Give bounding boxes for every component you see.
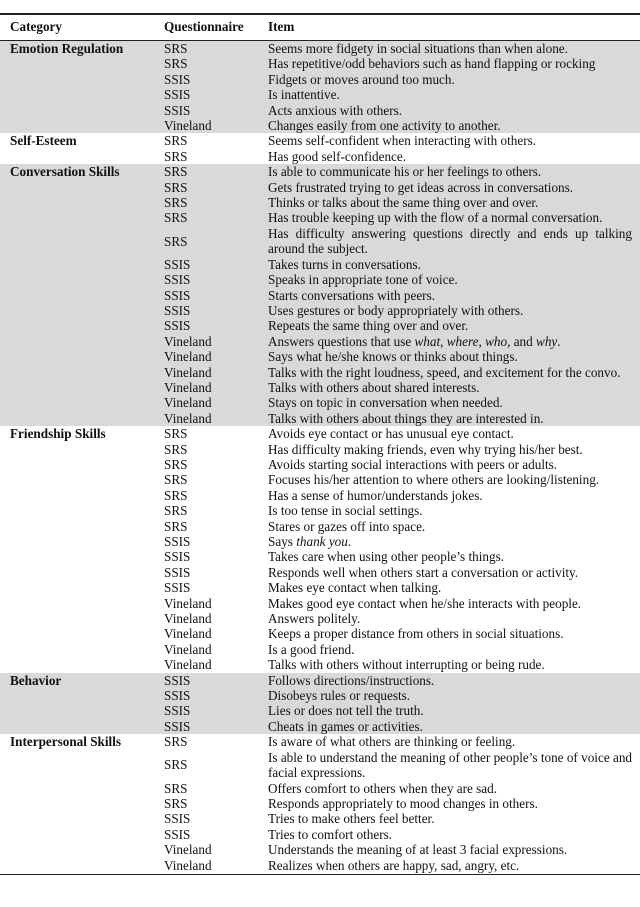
questionnaire-cell: SSIS (164, 826, 191, 842)
item-cell: Is inattentive. (268, 87, 640, 102)
questionnaire-items-table (0, 16, 640, 873)
table-row (0, 842, 640, 857)
questionnaire-cell: SRS (164, 503, 188, 519)
questionnaire-cell: SSIS (164, 703, 268, 718)
item-cell: Seems more fidgety in social situations than when alone. (268, 41, 640, 57)
category-cell (0, 472, 164, 487)
table-row (0, 395, 640, 410)
header-questionnaire: Questionnaire (164, 16, 268, 41)
item-cell: Seems self-confident when interacting with others. (268, 133, 537, 149)
item-cell: Stares or gazes off into space. (268, 518, 426, 534)
table-row (0, 72, 640, 87)
questionnaire-cell: SSIS (164, 272, 268, 287)
table-row (0, 164, 640, 179)
category-cell (0, 210, 164, 225)
table-row (0, 195, 640, 210)
category-label: Interpersonal Skills (10, 734, 122, 750)
table-row (0, 719, 640, 734)
category-cell (0, 688, 164, 703)
header-category: Category (0, 16, 164, 41)
category-cell (0, 596, 164, 611)
category-cell (0, 703, 164, 718)
questionnaire-cell: SSIS (164, 87, 268, 102)
table-row (0, 781, 640, 796)
item-cell: Is too tense in social settings. (268, 503, 423, 519)
item-cell: Is able to understand the meaning of other people’s tone of voice and facial expressions. (268, 749, 633, 781)
questionnaire-cell: SRS (164, 226, 268, 257)
questionnaire-cell: SRS (164, 757, 188, 773)
item-cell: Tries to make others feel better. (268, 811, 435, 827)
table-row (0, 488, 640, 503)
item-cell: Disobeys rules or requests. (268, 688, 640, 703)
item-cell: Offers comfort to others when they are sad. (268, 780, 497, 796)
item-cell: Responds appropriately to mood changes in others. (268, 795, 538, 811)
item-cell: Makes good eye contact when he/she interacts with people. (268, 595, 582, 611)
questionnaire-cell: SRS (164, 426, 188, 442)
table-row (0, 472, 640, 487)
item-cell: Is a good friend. (268, 641, 355, 657)
questionnaire-cell: Vineland (164, 334, 268, 349)
table-row (0, 503, 640, 518)
category-cell (0, 334, 164, 349)
table-row (0, 318, 640, 333)
questionnaire-cell: SRS (164, 472, 188, 488)
category-cell (0, 149, 164, 164)
questionnaire-cell: SRS (164, 56, 268, 71)
category-cell (0, 642, 164, 657)
category-cell (0, 318, 164, 333)
questionnaire-cell: Vineland (164, 641, 212, 657)
category-cell (0, 519, 164, 534)
questionnaire-cell: SRS (164, 41, 268, 57)
questionnaire-cell: SSIS (164, 534, 191, 549)
item-cell: Uses gestures or body appropriately with others. (268, 303, 640, 318)
table-row (0, 41, 640, 57)
table-row (0, 56, 640, 71)
category-cell (0, 72, 164, 87)
table-row (0, 688, 640, 703)
table-row (0, 210, 640, 225)
item-cell: Changes easily from one activity to another. (268, 118, 640, 133)
category-cell (0, 796, 164, 811)
table-row (0, 349, 640, 364)
item-cell: Is aware of what others are thinking or feeling. (268, 734, 516, 750)
table-row (0, 380, 640, 395)
category-cell (0, 118, 164, 133)
item-cell: Has difficulty answering questions directly and ends up talking around the subject. (268, 226, 640, 257)
table-row (0, 611, 640, 626)
item-cell: Has a sense of humor/understands jokes. (268, 487, 483, 503)
questionnaire-cell: SRS (164, 441, 188, 457)
table-row (0, 657, 640, 672)
item-cell: Responds well when others start a conversation or activity. (268, 564, 579, 580)
item-cell: Understands the meaning of at least 3 facial expressions. (268, 842, 568, 858)
questionnaire-cell: SSIS (164, 580, 191, 596)
questionnaire-cell: SRS (164, 518, 188, 534)
questionnaire-cell: SRS (164, 487, 188, 503)
item-cell: Lies or does not tell the truth. (268, 703, 640, 718)
table-row (0, 858, 640, 873)
table-row (0, 365, 640, 380)
questionnaire-cell: SSIS (164, 673, 268, 688)
table-row (0, 811, 640, 826)
item-cell: Answers questions that use what, where, who, and why. (268, 334, 640, 349)
category-cell (0, 457, 164, 472)
questionnaire-cell: SRS (164, 734, 188, 750)
table-row (0, 796, 640, 811)
table-row (0, 534, 640, 549)
item-cell: Takes care when using other people’s things. (268, 549, 505, 565)
table-row (0, 519, 640, 534)
item-cell: Realizes when others are happy, sad, angry, etc. (268, 857, 520, 873)
questionnaire-cell: SSIS (164, 811, 191, 827)
item-cell: Answers politely. (268, 611, 361, 627)
table-row (0, 257, 640, 272)
questionnaire-cell: SSIS (164, 288, 268, 303)
category-cell (0, 580, 164, 595)
category-cell (0, 549, 164, 564)
item-cell: Talks with others about shared interests. (268, 380, 640, 395)
category-label: Emotion Regulation (0, 41, 164, 57)
category-cell (0, 626, 164, 641)
category-cell (0, 288, 164, 303)
questionnaire-cell: Vineland (164, 611, 212, 627)
category-cell (0, 395, 164, 410)
item-cell: Gets frustrated trying to get ideas across in conversations. (268, 180, 640, 195)
item-cell: Cheats in games or activities. (268, 719, 640, 734)
category-cell (0, 195, 164, 210)
questionnaire-cell: Vineland (164, 842, 212, 858)
questionnaire-cell: Vineland (164, 411, 268, 426)
questionnaire-cell: SRS (164, 795, 188, 811)
category-cell (0, 380, 164, 395)
category-label: Self-Esteem (10, 133, 77, 149)
category-cell (0, 781, 164, 796)
table-row (0, 180, 640, 195)
category-cell (0, 842, 164, 857)
questionnaire-cell: SRS (164, 780, 188, 796)
item-cell: Says thank you. (268, 534, 352, 549)
item-cell: Has trouble keeping up with the flow of a normal conversation. (268, 210, 640, 225)
table-row (0, 288, 640, 303)
category-cell (0, 272, 164, 287)
questionnaire-cell: Vineland (164, 365, 268, 380)
header-row (0, 16, 640, 41)
table-row (0, 226, 640, 257)
table-row (0, 87, 640, 102)
category-cell (0, 180, 164, 195)
questionnaire-cell: SRS (164, 180, 268, 195)
questionnaire-cell: Vineland (164, 595, 212, 611)
table-row (0, 626, 640, 641)
category-cell (0, 103, 164, 118)
table-row (0, 334, 640, 349)
item-cell: Tries to comfort others. (268, 826, 393, 842)
top-rule (0, 13, 640, 15)
category-cell (0, 488, 164, 503)
questionnaire-cell: SSIS (164, 719, 268, 734)
questionnaire-cell: SSIS (164, 549, 191, 565)
category-cell (0, 87, 164, 102)
questionnaire-cell: SRS (164, 133, 188, 149)
category-cell (0, 534, 164, 549)
category-cell (0, 719, 164, 734)
questionnaire-cell: SSIS (164, 303, 268, 318)
table-row (0, 549, 640, 564)
questionnaire-cell: SSIS (164, 72, 268, 87)
category-cell (0, 56, 164, 71)
category-cell (0, 565, 164, 580)
questionnaire-cell: Vineland (164, 857, 212, 873)
category-cell (0, 503, 164, 518)
item-cell: Speaks in appropriate tone of voice. (268, 272, 640, 287)
category-cell (0, 257, 164, 272)
questionnaire-cell: Vineland (164, 657, 212, 673)
item-cell: Repeats the same thing over and over. (268, 318, 640, 333)
item-cell: Has difficulty making friends, even why trying his/her best. (268, 441, 583, 457)
item-cell: Starts conversations with peers. (268, 288, 640, 303)
table-row (0, 118, 640, 133)
table-row (0, 750, 640, 781)
table-row (0, 827, 640, 842)
category-cell (0, 226, 164, 257)
category-cell (0, 750, 164, 781)
category-cell (0, 349, 164, 364)
table-row (0, 426, 640, 441)
questionnaire-cell: Vineland (164, 395, 268, 410)
category-cell (0, 827, 164, 842)
item-cell: Talks with others without interrupting or being rude. (268, 657, 545, 673)
item-cell: Follows directions/instructions. (268, 673, 640, 688)
questionnaire-cell: SSIS (164, 257, 268, 272)
table-row (0, 103, 640, 118)
category-cell (0, 411, 164, 426)
category-cell (0, 611, 164, 626)
item-cell: Acts anxious with others. (268, 103, 640, 118)
item-cell: Makes eye contact when talking. (268, 580, 442, 596)
questionnaire-cell: SRS (164, 148, 188, 164)
questionnaire-cell: SRS (164, 164, 268, 179)
questionnaire-cell: SRS (164, 195, 268, 210)
category-cell (0, 657, 164, 672)
table-row (0, 457, 640, 472)
table-row (0, 133, 640, 148)
bottom-rule (0, 874, 640, 875)
questionnaire-cell: Vineland (164, 380, 268, 395)
item-cell: Stays on topic in conversation when needed. (268, 395, 640, 410)
item-cell: Focuses his/her attention to where others are looking/listening. (268, 472, 600, 488)
item-cell: Fidgets or moves around too much. (268, 72, 640, 87)
item-cell: Talks with the right loudness, speed, and excitement for the convo. (268, 365, 640, 380)
table-row (0, 703, 640, 718)
table-row (0, 442, 640, 457)
item-cell: Is able to communicate his or her feelings to others. (268, 164, 640, 179)
table-row (0, 149, 640, 164)
questionnaire-cell: SSIS (164, 564, 191, 580)
questionnaire-cell: SSIS (164, 318, 268, 333)
table-row (0, 411, 640, 426)
item-cell: Avoids starting social interactions with peers or adults. (268, 456, 558, 472)
questionnaire-cell: Vineland (164, 626, 212, 642)
item-cell: Has repetitive/odd behaviors such as hand flapping or rocking (268, 56, 640, 71)
category-cell (0, 442, 164, 457)
item-cell: Avoids eye contact or has unusual eye contact. (268, 426, 514, 442)
table-row (0, 596, 640, 611)
item-cell: Takes turns in conversations. (268, 257, 640, 272)
item-cell: Has good self-confidence. (268, 148, 407, 164)
table-row (0, 642, 640, 657)
table-row (0, 303, 640, 318)
questionnaire-cell: Vineland (164, 118, 268, 133)
item-cell: Says what he/she knows or thinks about things. (268, 349, 640, 364)
table-body (0, 41, 640, 873)
table-row (0, 734, 640, 749)
category-cell (0, 811, 164, 826)
category-label: Friendship Skills (10, 426, 106, 442)
table-row (0, 565, 640, 580)
category-label: Conversation Skills (0, 164, 164, 179)
questionnaire-cell: SSIS (164, 103, 268, 118)
questionnaire-cell: Vineland (164, 349, 268, 364)
category-cell (0, 858, 164, 873)
questionnaire-cell: SSIS (164, 688, 268, 703)
item-cell: Talks with others about things they are interested in. (268, 411, 640, 426)
header-item: Item (268, 16, 640, 41)
category-label: Behavior (0, 673, 164, 688)
item-cell: Thinks or talks about the same thing over and over. (268, 195, 640, 210)
table-row (0, 272, 640, 287)
questionnaire-cell: SRS (164, 210, 268, 225)
table-row (0, 673, 640, 688)
table-row (0, 580, 640, 595)
category-cell (0, 303, 164, 318)
item-cell: Keeps a proper distance from others in social situations. (268, 626, 564, 642)
category-cell (0, 365, 164, 380)
questionnaire-cell: SRS (164, 456, 188, 472)
